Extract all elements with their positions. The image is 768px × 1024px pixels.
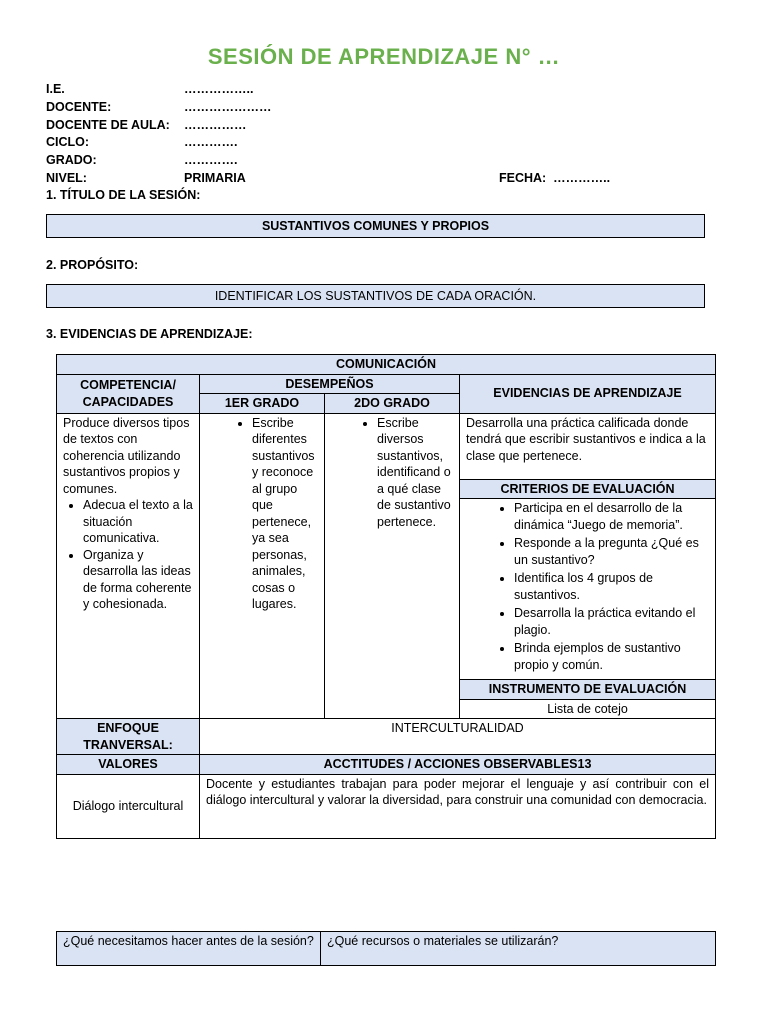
info-ciclo xyxy=(46,135,237,149)
purpose-value: IDENTIFICAR LOS SUSTANTIVOS DE CADA ORACIÓN. xyxy=(214,289,537,303)
competencia-header: COMPETENCIA/ CAPACIDADES xyxy=(57,374,200,413)
actitud-value: Docente y estudiantes trabajan para poder mejorar el lenguaje y así contribuir con el diálogo intercultural y valorar la diversidad, para construir una comunidad con democracia. xyxy=(200,774,716,838)
instrumento-value: Lista de cotejo xyxy=(460,699,716,719)
nivel-value: PRIMARIA xyxy=(184,171,246,185)
ciclo-value: …………. xyxy=(184,135,238,149)
question-resources: ¿Qué recursos o materiales se utilizarán? xyxy=(321,932,716,966)
info-nivel xyxy=(46,171,246,185)
evidencia-cell: Desarrolla una práctica calificada donde tendrá que escribir sustantivos e indica a la clase que pertenece. xyxy=(460,413,716,479)
grado-label: GRADO: xyxy=(46,153,97,167)
criterios-cell xyxy=(460,499,716,680)
capacidad-item: • Organiza y desarrolla las ideas de forma coherente y cohesionada. xyxy=(83,547,193,613)
criterio-item: • Responde a la pregunta ¿Qué es un sustantivo? xyxy=(514,535,709,568)
criterios-header: CRITERIOS DE EVALUACIÓN xyxy=(460,479,716,499)
valor-value: Diálogo intercultural xyxy=(57,774,200,838)
competencia-text: Produce diversos tipos de textos con coherencia utilizando sustantivos propios y comunes. xyxy=(63,415,190,496)
grado1-cell xyxy=(200,413,325,719)
grado2-header: 2DO GRADO xyxy=(325,394,460,414)
grado2-item: • Escribe diversos sustantivos, identificand o a qué clase de sustantivo pertenece. xyxy=(377,415,453,531)
info-fecha xyxy=(499,171,610,185)
info-grado xyxy=(46,153,237,167)
criterio-item: • Desarrolla la práctica evitando el plagio. xyxy=(514,605,709,638)
session-title-box xyxy=(46,214,705,238)
competencia-cell xyxy=(57,413,200,719)
questions-table xyxy=(56,931,716,966)
valores-header: VALORES xyxy=(57,755,200,775)
info-docente-aula xyxy=(46,118,247,132)
enfoque-value: INTERCULTURALIDAD xyxy=(200,719,716,755)
criterio-item: • Brinda ejemplos de sustantivo propio y común. xyxy=(514,640,709,673)
section-evidence-heading: 3. EVIDENCIAS DE APRENDIZAJE: xyxy=(46,327,253,341)
grado1-item: • Escribe diferentes sustantivos y reconoce al grupo que pertenece, ya sea personas, animales, cosas o lugares. xyxy=(252,415,318,613)
capacidad-item: • Adecua el texto a la situación comunicativa. xyxy=(83,497,193,547)
purpose-box xyxy=(46,284,705,308)
docente-value: ………………… xyxy=(184,100,272,114)
info-ie xyxy=(46,82,253,96)
area-header: COMUNICACIÓN xyxy=(57,355,716,375)
docente-label: DOCENTE: xyxy=(46,100,112,114)
ie-label: I.E. xyxy=(46,82,65,96)
fecha-label: FECHA: xyxy=(499,171,547,185)
actitudes-header: ACCTITUDES / ACCIONES OBSERVABLES13 xyxy=(200,755,716,775)
ie-value: …………….. xyxy=(184,82,254,96)
grado-value: …………. xyxy=(184,153,238,167)
evidence-table xyxy=(56,354,716,839)
section-purpose-heading: 2. PROPÓSITO: xyxy=(46,258,139,272)
fecha-value: ………….. xyxy=(553,171,611,185)
session-title-value: SUSTANTIVOS COMUNES Y PROPIOS xyxy=(261,219,490,233)
docente-aula-label: DOCENTE DE AULA: xyxy=(46,118,170,132)
ciclo-label: CICLO: xyxy=(46,135,90,149)
page-title: SESIÓN DE APRENDIZAJE N° … xyxy=(207,44,561,69)
evidencias-header: EVIDENCIAS DE APRENDIZAJE xyxy=(460,374,716,413)
instrumento-header: INSTRUMENTO DE EVALUACIÓN xyxy=(460,680,716,700)
nivel-label: NIVEL: xyxy=(46,171,87,185)
grado1-header: 1ER GRADO xyxy=(200,394,325,414)
section-title-heading: 1. TÍTULO DE LA SESIÓN: xyxy=(46,188,201,202)
criterio-item: • Participa en el desarrollo de la dinámica “Juego de memoria”. xyxy=(514,500,709,533)
docente-aula-value: …………… xyxy=(184,118,247,132)
enfoque-header: ENFOQUE TRANVERSAL: xyxy=(57,719,200,755)
question-before-session: ¿Qué necesitamos hacer antes de la sesión? xyxy=(57,932,321,966)
criterio-item: • Identifica los 4 grupos de sustantivos. xyxy=(514,570,709,603)
info-docente xyxy=(46,100,272,114)
desempenos-header: DESEMPEÑOS xyxy=(200,374,460,394)
grado2-cell xyxy=(325,413,460,719)
